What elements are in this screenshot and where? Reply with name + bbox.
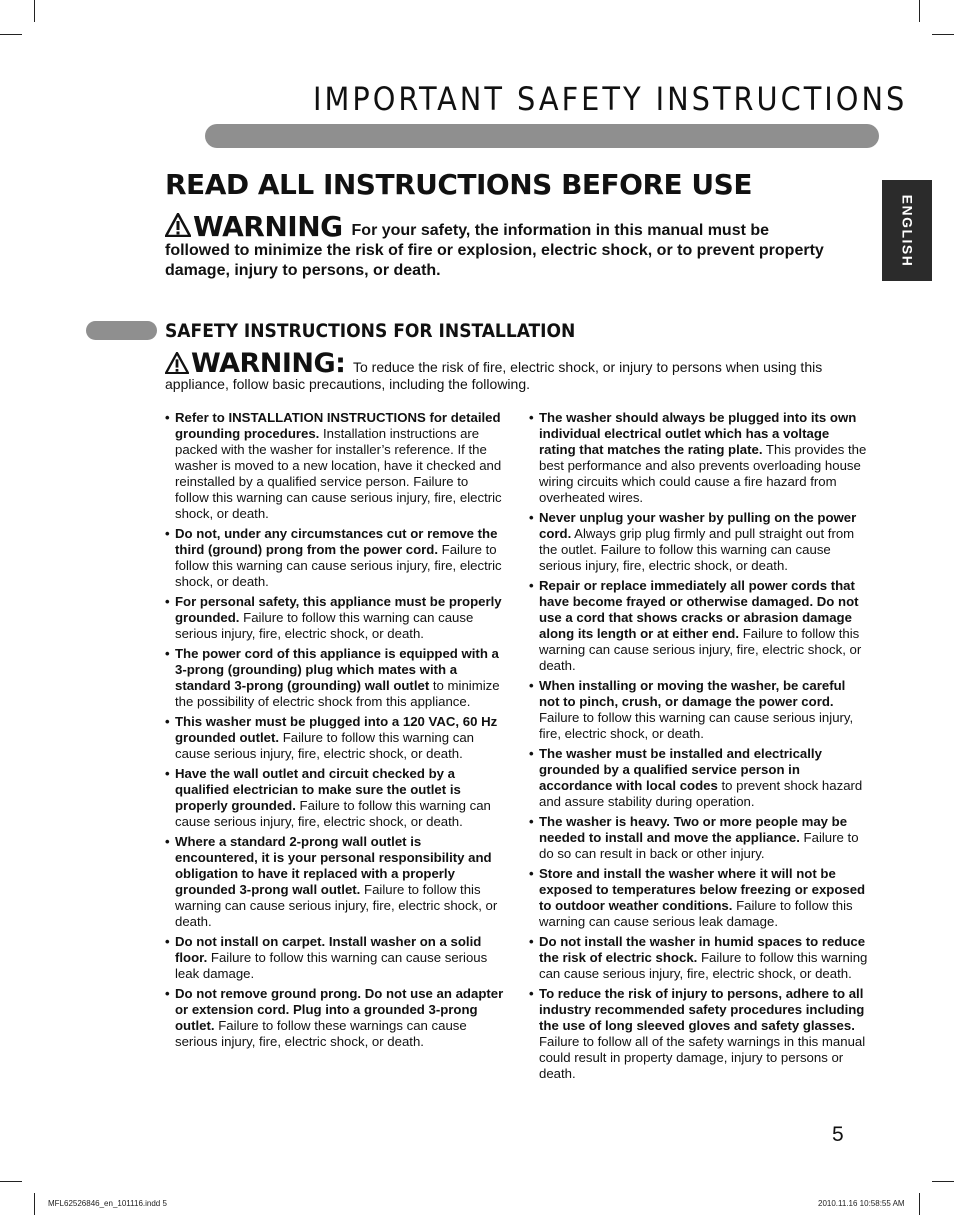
item-bold-text: The power cord of this appliance is equipped with a 3-prong (grounding) plug which mates with a standard 3-prong (grounding) wall outlet bbox=[175, 646, 499, 693]
item-text: Failure to follow this warning can cause serious injury, fire, electric shock, or death. bbox=[539, 950, 868, 981]
item-text: Failure to do so can result in back or other injury. bbox=[539, 830, 859, 861]
item-bold-text: The washer must be installed and electrically grounded by a qualified service person in accordance with local codes bbox=[539, 746, 822, 793]
item-bold-text: This washer must be plugged into a 120 VAC, 60 Hz grounded outlet. bbox=[175, 714, 498, 745]
warning-triangle-icon bbox=[165, 352, 189, 374]
item-text: Failure to follow all of the safety warnings in this manual could result in property damage, injury to persons or death. bbox=[539, 1034, 866, 1081]
footer-filename: MFL62526846_en_101116.indd 5 bbox=[48, 1199, 167, 1208]
list-item bbox=[165, 714, 505, 762]
item-bold-text: The washer should always be plugged into its own individual electrical outlet which has a voltage rating that matches the rating plate. bbox=[539, 410, 857, 457]
list-item bbox=[529, 814, 869, 862]
section-title: SAFETY INSTRUCTIONS FOR INSTALLATION bbox=[165, 320, 576, 342]
item-bold-text: To reduce the risk of injury to persons, adhere to all industry recommended safety procedures including the use of long sleeved gloves and safety glasses. bbox=[539, 986, 865, 1033]
list-item bbox=[529, 410, 869, 506]
warning-top-text: For your safety, the information in this manual must be followed to minimize the risk of fire or explosion, electric shock, or to prevent property damage, injury to persons, or death. bbox=[165, 222, 824, 279]
section-warning bbox=[165, 348, 865, 393]
list-item bbox=[529, 986, 869, 1082]
language-tab-label: ENGLISH bbox=[899, 194, 916, 267]
page-header-title: IMPORTANT SAFETY INSTRUCTIONS bbox=[313, 80, 908, 118]
item-text: Failure to follow this warning can cause serious injury, fire, electric shock, or death. bbox=[539, 710, 854, 741]
list-item bbox=[165, 594, 505, 642]
crop-mark bbox=[34, 1193, 35, 1215]
item-text: Failure to follow this warning can cause serious injury, fire, electric shock, or death. bbox=[175, 798, 491, 829]
crop-mark bbox=[932, 1181, 954, 1182]
item-text: Failure to follow this warning can cause serious injury, fire, electric shock, or death. bbox=[539, 626, 862, 673]
list-item bbox=[529, 510, 869, 574]
item-text: This provides the best performance and also prevents overloading house wiring circuits which could cause a fire hazard from overheated wires. bbox=[539, 442, 867, 505]
item-text: Failure to follow this warning can cause serious leak damage. bbox=[175, 950, 488, 981]
item-bold-text: Where a standard 2-prong wall outlet is encountered, it is your personal responsibility and obligation to have it replaced with a properly grounded 3-prong wall outlet. bbox=[175, 834, 492, 897]
item-text: Failure to follow this warning can cause serious injury, fire, electric shock, or death. bbox=[175, 882, 498, 929]
item-text: Failure to follow this warning can cause serious injury, fire, electric shock, or death. bbox=[175, 542, 502, 589]
language-tab bbox=[882, 180, 932, 281]
list-item bbox=[529, 678, 869, 742]
item-text: Failure to follow these warnings can cause serious injury, fire, electric shock, or death. bbox=[175, 1018, 467, 1049]
item-bold-text: Do not install the washer in humid spaces to reduce the risk of electric shock. bbox=[539, 934, 866, 965]
item-text: Installation instructions are packed with the washer for installer’s reference. If the washer is moved to a new location, have it checked and reinstalled by a qualified service person. Failure to follow this warning can cause serious injury, fire, electric shock, or death. bbox=[175, 426, 502, 521]
page-number: 5 bbox=[832, 1123, 844, 1146]
item-text: Failure to follow this warning can cause serious leak damage. bbox=[539, 898, 853, 929]
crop-mark bbox=[0, 34, 22, 35]
list-item bbox=[529, 578, 869, 674]
item-text: to prevent shock hazard and assure stability during operation. bbox=[539, 778, 863, 809]
list-item bbox=[529, 934, 869, 982]
item-bold-text: For personal safety, this appliance must be properly grounded. bbox=[175, 594, 502, 625]
item-bold-text: Do not install on carpet. Install washer on a solid floor. bbox=[175, 934, 482, 965]
item-bold-text: Do not, under any circumstances cut or remove the third (ground) prong from the power cord. bbox=[175, 526, 498, 557]
list-item bbox=[165, 526, 505, 590]
item-text: to minimize the possibility of electric shock from this appliance. bbox=[175, 678, 500, 709]
item-bold-text: The washer is heavy. Two or more people may be needed to install and move the appliance. bbox=[539, 814, 848, 845]
crop-mark bbox=[34, 0, 35, 22]
header-bar bbox=[205, 124, 879, 148]
item-text: Failure to follow this warning can cause serious injury, fire, electric shock, or death. bbox=[175, 610, 474, 641]
list-item bbox=[165, 766, 505, 830]
crop-mark bbox=[932, 34, 954, 35]
item-bold-text: When installing or moving the washer, be careful not to pinch, crush, or damage the power cord. bbox=[539, 678, 846, 709]
section-warning-text: To reduce the risk of fire, electric shock, or injury to persons when using this appliance, follow basic precautions, including the following. bbox=[165, 359, 823, 392]
left-column bbox=[165, 410, 505, 1054]
warning-word: WARNING bbox=[193, 210, 343, 243]
warning-triangle-icon bbox=[165, 213, 191, 237]
crop-mark bbox=[0, 1181, 22, 1182]
list-item bbox=[165, 934, 505, 982]
item-bold-text: Do not remove ground prong. Do not use an adapter or extension cord. Plug into a grounded 3-prong outlet. bbox=[175, 986, 504, 1033]
item-text: Failure to follow this warning can cause serious injury, fire, electric shock, or death. bbox=[175, 730, 475, 761]
right-bullet-list bbox=[529, 410, 869, 1082]
item-bold-text: Have the wall outlet and circuit checked by a qualified electrician to make sure the outlet is properly grounded. bbox=[175, 766, 461, 813]
list-item bbox=[165, 410, 505, 522]
item-bold-text: Refer to INSTALLATION INSTRUCTIONS for detailed grounding procedures. bbox=[175, 410, 501, 441]
footer-timestamp: 2010.11.16 10:58:55 AM bbox=[818, 1199, 905, 1208]
item-bold-text: Repair or replace immediately all power cords that have become frayed or otherwise damaged. Do not use a cord that shows cracks or abrasion damage along its length or at either end. bbox=[539, 578, 859, 641]
section-pill bbox=[86, 321, 157, 340]
list-item bbox=[529, 866, 869, 930]
list-item bbox=[165, 986, 505, 1050]
list-item bbox=[529, 746, 869, 810]
item-text: Always grip plug firmly and pull straight out from the outlet. Failure to follow this warning can cause serious injury, fire, electric shock, or death. bbox=[539, 526, 855, 573]
list-item bbox=[165, 646, 505, 710]
right-column bbox=[529, 410, 869, 1086]
list-item bbox=[165, 834, 505, 930]
crop-mark bbox=[919, 1193, 920, 1215]
left-bullet-list bbox=[165, 410, 505, 1050]
crop-mark bbox=[919, 0, 920, 22]
item-bold-text: Never unplug your washer by pulling on the power cord. bbox=[539, 510, 857, 541]
read-all-heading: READ ALL INSTRUCTIONS BEFORE USE bbox=[165, 168, 752, 201]
section-warning-word: WARNING: bbox=[191, 348, 346, 379]
item-bold-text: Store and install the washer where it will not be exposed to temperatures below freezing or exposed to outdoor weather conditions. bbox=[539, 866, 866, 913]
warning-top bbox=[165, 210, 825, 281]
